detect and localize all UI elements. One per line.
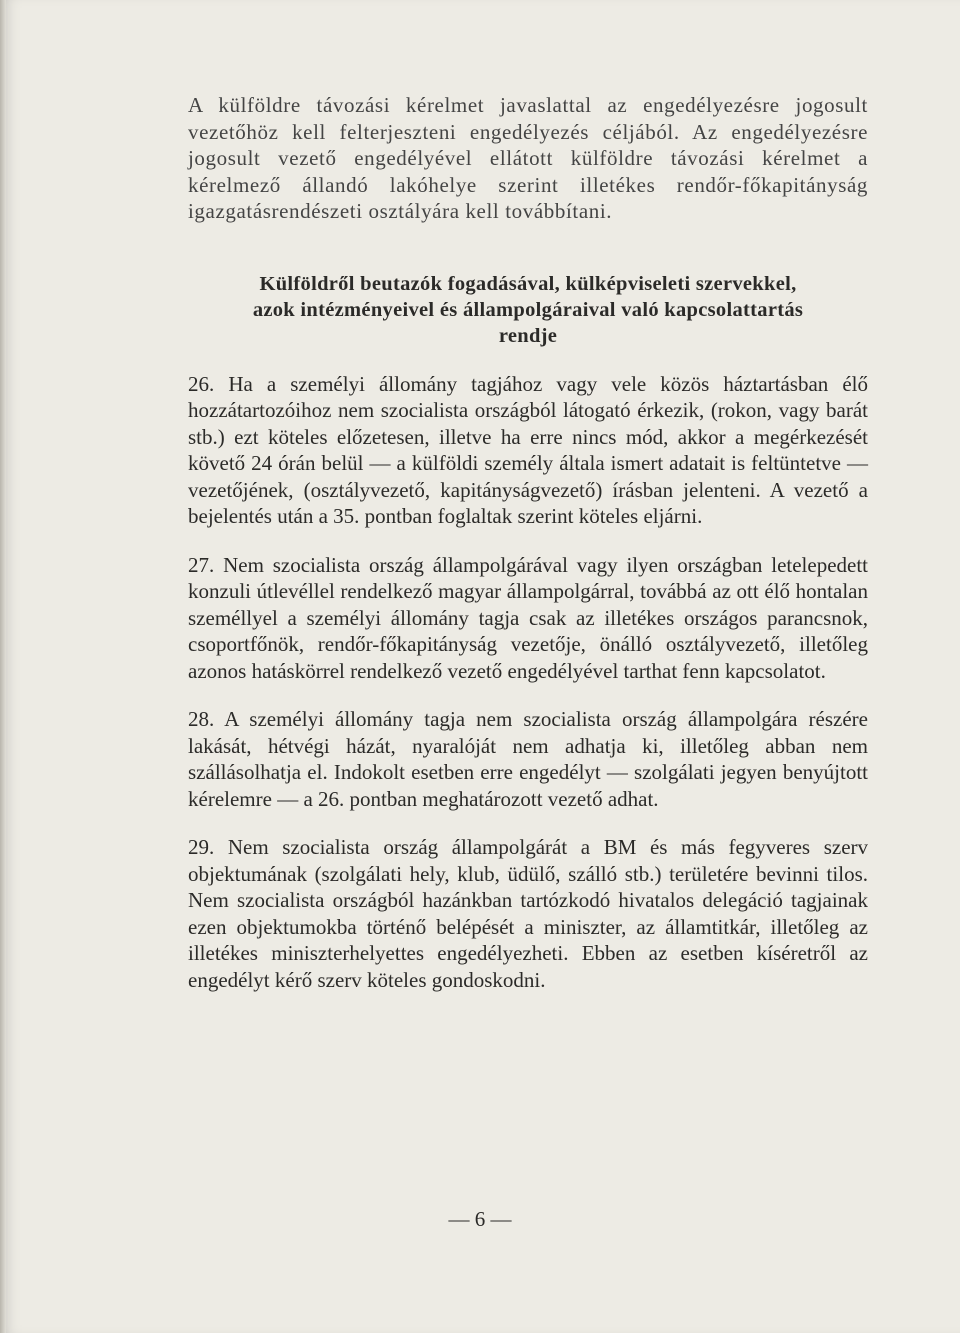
binding-edge — [0, 0, 6, 1333]
numbered-item-28 — [188, 706, 868, 812]
page-body — [188, 92, 868, 993]
numbered-item-29 — [188, 834, 868, 993]
item-number: 27. — [188, 552, 215, 577]
item-text: Nem szocialista ország állampolgárával vagy ilyen országban letelepedett konzuli útlevéllel rendelkező magyar állampolgárral, továbbá az ott élő hontalan személlyel a személyi állomány tagja csak az illetékes országos parancsnok, csoportfőnök, rendőr-főkapitányság vezetője, önálló osztályvezető, illetőleg azonos hatáskörrel rendelkező vezető engedélyével tarthat fenn kapcsolatot. — [188, 552, 869, 683]
heading-line-1: Külföldről beutazók fogadásával, külképviseleti szervekkel, — [259, 272, 797, 295]
heading-line-2: azok intézményeivel és állampolgáraival való kapcsolattartás — [252, 298, 804, 321]
item-text: A személyi állomány tagja nem szocialista ország állampolgára részére lakását, hétvégi házát, nyaralóját nem adhatja ki, illetőleg abban nem szállásolhatja el. Indokolt esetben erre engedélyt — szolgálati jegyen benyújtott kérelemre — a 26. pontban meghatározott vezető adhat. — [188, 707, 868, 811]
item-text: Nem szocialista ország állampolgárát a BM és más fegyveres szerv objektumának (szolgálati hely, klub, üdülő, szálló stb.) területére bevinni tilos. Nem szocialista országból hazánkban tartózkodó hivatalos delegáció tagjainak ezen objektumokba történő belépését a miniszter, az államtitkár, illetőleg az illetékes miniszterhelyettes engedélyezheti. Ebben az esetben kíséretről az engedélyt kérő szerv köteles gondoskodni. — [188, 835, 869, 992]
intro-paragraph: A külföldre távozási kérelmet javaslattal az engedélyezésre jogosult vezetőhöz kell felterjeszteni engedélyezés céljából. Az engedélyezésre jogosult vezető engedélyével ellátott külföldre távozási kérelmet a kérelmező állandó lakóhelye szerint illetékes rendőr-főkapitányság igazgatásrendészeti osztályára kell továbbítani. — [188, 93, 868, 223]
item-number: 28. — [188, 707, 215, 731]
page-number: — 6 — — [448, 1207, 512, 1231]
numbered-item-27 — [188, 552, 868, 685]
item-number: 26. — [188, 371, 215, 396]
heading-line-3: rendje — [498, 324, 558, 347]
item-text: Ha a személyi állomány tagjához vagy vele közös háztartásban élő hozzátartozóihoz nem szocialista országból látogató érkezik, (rokon, vagy barát stb.) ezt köteles előzetesen, illetve ha erre nincs mód, akkor a megérkezését követő 24 órán belül — a külföldi személy általa ismert adatait is feltüntetve — vezetőjének, (osztályvezető, kapitányságvezető) írásban jelenteni. A vezető a bejelentés után a 35. pontban foglaltak szerint köteles eljárni. — [188, 371, 869, 528]
section-heading — [158, 271, 898, 349]
numbered-item-26 — [188, 371, 868, 530]
item-number: 29. — [188, 835, 215, 859]
